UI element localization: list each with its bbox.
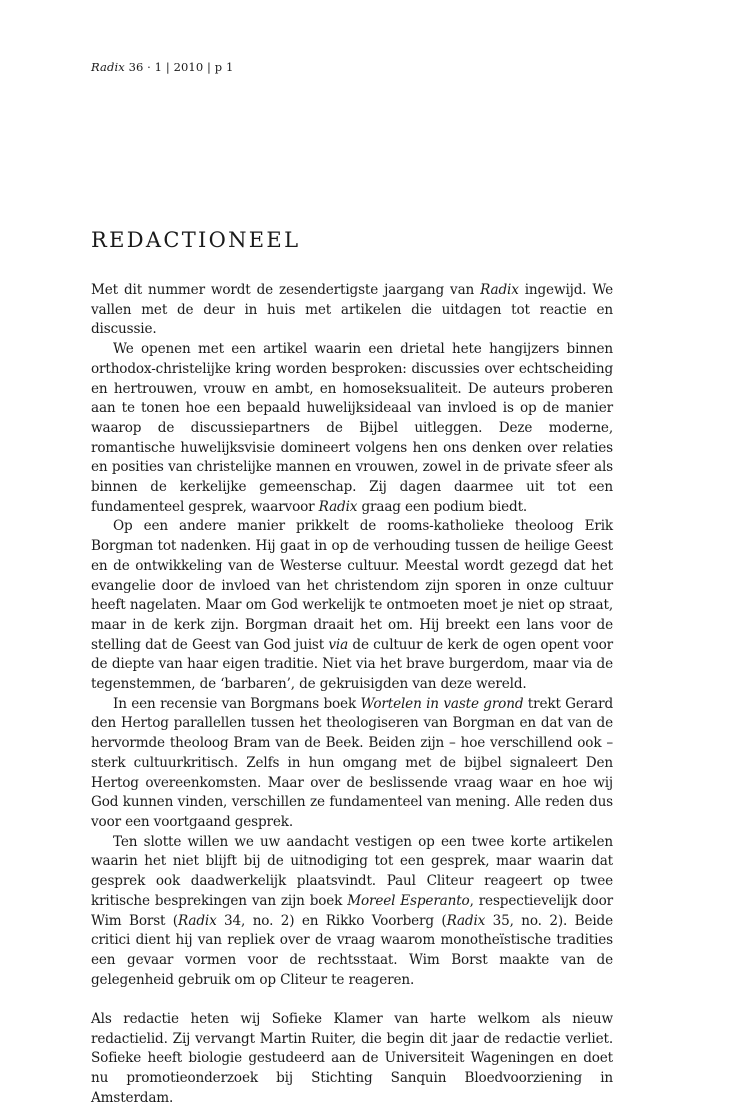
journal-name: Radix xyxy=(91,60,125,74)
paragraph-6: Als redactie heten wij Sofieke Klamer van harte welkom als nieuw redactielid. Zij vervangt Martin Ruiter, die begin dit jaar de redactie verliet. Sofieke heeft biologie gestudeerd aan de Universiteit Wageningen en doet nu promotieonderzoek bij Stichting Sanquin Bloedvoorziening in Amsterdam. xyxy=(91,1011,613,1106)
paragraph-5: Ten slotte willen we uw aandacht vestigen op een twee korte artikelen waarin het niet blijft bij de uitnodiging tot een gesprek, maar waarin dat gesprek ook daadwerkelijk plaatsvindt. Paul Cliteur reageert op twee kritische besprekingen van zijn boek Moreel Esperanto, respectievelijk door Wim Borst (Radix 34, no. 2) en Rikko Voorberg (Radix 35, no. 2). Beide critici dient hij van repliek over de vraag waarom monotheïstische tradities een gevaar vormen voor de rechtsstaat. Wim Borst maakte van de gelegenheid gebruik om op Cliteur te reageren. xyxy=(91,833,613,988)
article-body xyxy=(91,281,613,1109)
running-header xyxy=(91,60,233,74)
paragraph-3: Op een andere manier prikkelt de rooms-katholieke theoloog Erik Borgman tot nadenken. Hij gaat in op de verhouding tussen de heilige Geest en de ontwikkeling van de Westerse cultuur. Meestal wordt gezegd dat het evangelie door de invloed van het christendom zijn sporen in onze cultuur heeft nagelaten. Maar om God werkelijk te ontmoeten moet je niet op straat, maar in de kerk zijn. Borgman draait het om. Hij breekt een lans voor de stelling dat de Geest van God juist via de cultuur de kerk de ogen opent voor de diepte van haar eigen traditie. Niet via het brave burgerdom, maar via de tegenstemmen, de ‘barbaren’, de gekruisigden van deze wereld. xyxy=(91,518,613,693)
paragraph-1: Met dit nummer wordt de zesendertigste jaargang van Radix ingewijd. We vallen met de deur in huis met artikelen die uitdagen tot reactie en discussie. xyxy=(91,282,614,338)
issue-info: 36 · 1 | 2010 | p 1 xyxy=(124,60,234,74)
paragraph-2: We openen met een artikel waarin een drietal hete hangijzers binnen orthodox-christelijke kring worden besproken: discussies over echtscheiding en hertrouwen, vrouw en ambt, en homoseksualiteit. De auteurs proberen aan te tonen hoe een bepaald huwelijksideaal van invloed is op de manier waarop de discussiepartners de Bijbel uitleggen. Deze moderne, romantische huwelijksvisie domineert volgens hen ons denken over relaties en posities van christelijke mannen en vrouwen, zowel in de private sfeer als binnen de kerkelijke gemeenschap. Zij dagen daarmee uit tot een fundamenteel gesprek, waarvoor Radix graag een podium biedt. xyxy=(91,341,613,515)
paragraph-4: In een recensie van Borgmans boek Wortelen in vaste grond trekt Gerard den Hertog parallellen tussen het theologiseren van Borgman en dat van de hervormde theoloog Bram van de Beek. Beiden zijn – hoe verschillend ook – sterk cultuurkritisch. Zelfs in hun omgang met de bijbel signaleert Den Hertog overeenkomsten. Maar over de beslissende vraag waar en hoe wij God kunnen vinden, verschillen ze fundamenteel van mening. Alle reden dus voor een voortgaand gesprek. xyxy=(91,695,613,830)
page-title: REDACTIONEEL xyxy=(91,228,301,252)
